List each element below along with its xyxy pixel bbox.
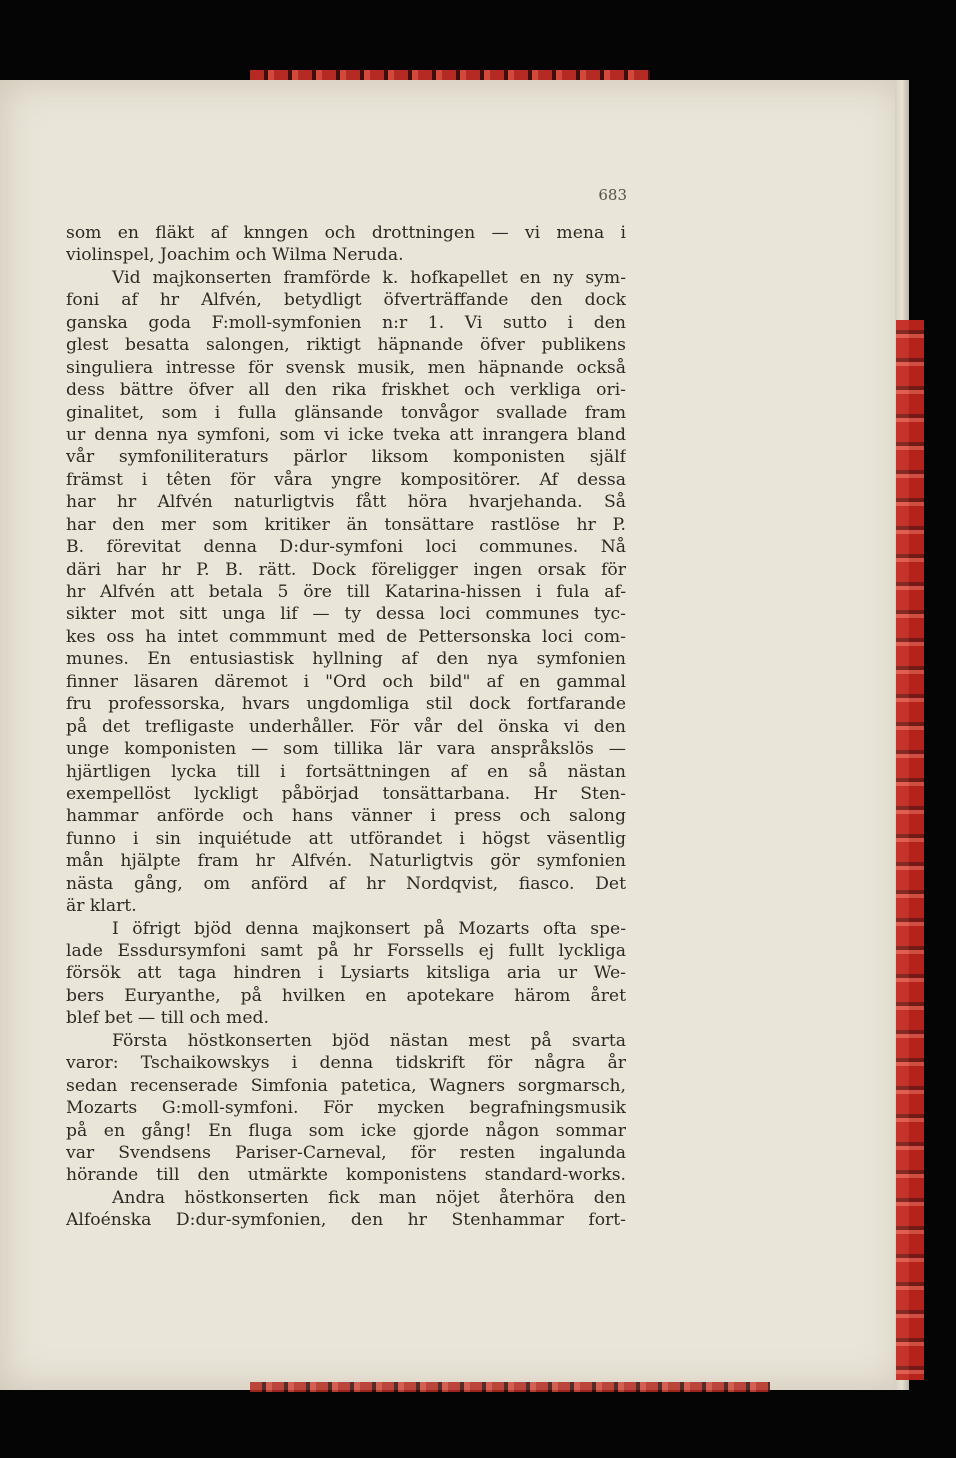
text-line: sedan recenserade Simfonia patetica, Wagners sorgmarsch, bbox=[66, 1075, 626, 1096]
text-line: Alfoénska D:dur-symfonien, den hr Stenhammar fort- bbox=[66, 1210, 626, 1231]
text-line: mån hjälpte fram hr Alfvén. Naturligtvis gör symfonien bbox=[66, 851, 626, 872]
text-line: foni af hr Alfvén, betydligt öfverträffande den dock bbox=[66, 290, 626, 311]
text-line: dess bättre öfver all den rika friskhet och verkliga ori- bbox=[66, 380, 626, 401]
text-line: hr Alfvén att betala 5 öre till Katarina-hissen i fula af- bbox=[66, 582, 626, 602]
text-line: ganska goda F:moll-symfonien n:r 1. Vi sutto i den bbox=[66, 312, 626, 333]
text-line: hammar anförde och hans vänner i press och salong bbox=[66, 806, 626, 827]
text-line: hörande till den utmärkte komponistens standard-works. bbox=[66, 1165, 626, 1186]
text-line: Andra höstkonserten fick man nöjet återhöra den bbox=[112, 1187, 626, 1208]
text-line: är klart. bbox=[66, 896, 137, 917]
text-line: lade Essdursymfoni samt på hr Forssells ej fullt lyckliga bbox=[66, 941, 626, 961]
text-line: främst i têten för våra yngre kompositörer. Af dessa bbox=[66, 469, 626, 490]
text-line: ginalitet, som i fulla glänsande tonvågor svallade fram bbox=[66, 402, 626, 423]
text-line: på en gång! En fluga som icke gjorde någon sommar bbox=[66, 1120, 626, 1141]
text-line: blef bet — till och med. bbox=[66, 1008, 269, 1029]
page-number: 683 bbox=[598, 186, 627, 204]
text-line: funno i sin inquiétude att utförandet i högst väsentlig bbox=[66, 828, 626, 849]
text-line: exempellöst lyckligt påbörjad tonsättarbana. Hr Sten- bbox=[66, 783, 626, 804]
text-line: Mozarts G:moll-symfoni. För mycken begrafningsmusik bbox=[66, 1098, 626, 1119]
text-line: violinspel, Joachim och Wilma Neruda. bbox=[66, 245, 404, 266]
text-line: på det trefligaste underhåller. För vår del önska vi den bbox=[66, 716, 626, 737]
text-line: hjärtligen lycka till i fortsättningen af en så nästan bbox=[66, 761, 626, 782]
bottom-binding-strip bbox=[250, 1382, 770, 1392]
body-text bbox=[66, 222, 626, 1232]
text-line: Vid majkonserten framförde k. hofkapellet en ny sym- bbox=[112, 267, 626, 288]
text-line: fru professorska, hvars ungdomliga stil dock fortfarande bbox=[66, 694, 626, 715]
text-line: har den mer som kritiker än tonsättare rastlöse hr P. bbox=[66, 514, 626, 535]
text-line: Första höstkonserten bjöd nästan mest på svarta bbox=[112, 1030, 626, 1051]
text-line: försök att taga hindren i Lysiarts kitsliga aria ur We- bbox=[66, 963, 626, 984]
text-line: sikter mot sitt unga lif — ty dessa loci communes tyc- bbox=[66, 604, 626, 625]
text-line: vår symfoniliteraturs pärlor liksom komponisten själf bbox=[66, 447, 626, 468]
text-line: I öfrigt bjöd denna majkonsert på Mozarts ofta spe- bbox=[112, 918, 626, 939]
text-line: finner läsaren däremot i "Ord och bild" af en gammal bbox=[66, 671, 626, 692]
text-line: var Svendsens Pariser-Carneval, för resten ingalunda bbox=[66, 1142, 626, 1163]
text-line: glest besatta salongen, riktigt häpnande öfver publikens bbox=[66, 335, 626, 356]
spine-binding-strip bbox=[896, 320, 924, 1380]
text-line: bers Euryanthe, på hvilken en apotekare härom året bbox=[66, 985, 626, 1006]
text-line: kes oss ha intet commmunt med de Pettersonska loci com- bbox=[66, 626, 626, 647]
text-line: varor: Tschaikowskys i denna tidskrift för några år bbox=[66, 1053, 626, 1074]
text-line: som en fläkt af knngen och drottningen — vi mena i bbox=[66, 223, 626, 243]
text-line: har hr Alfvén naturligtvis fått höra hvarjehanda. Så bbox=[66, 492, 626, 513]
text-line: singuliera intresse för svensk musik, men häpnande också bbox=[66, 357, 626, 378]
text-line: ur denna nya symfoni, som vi icke tveka att inrangera bland bbox=[66, 424, 626, 445]
text-line: unge komponisten — som tillika lär vara anspråkslös — bbox=[66, 739, 626, 760]
text-line: B. förevitat denna D:dur-symfoni loci communes. Nå bbox=[66, 537, 626, 558]
text-line: nästa gång, om anförd af hr Nordqvist, fiasco. Det bbox=[66, 873, 626, 894]
text-line: munes. En entusiastisk hyllning af den nya symfonien bbox=[66, 649, 626, 670]
text-line: däri har hr P. B. rätt. Dock föreligger ingen orsak för bbox=[66, 559, 626, 580]
